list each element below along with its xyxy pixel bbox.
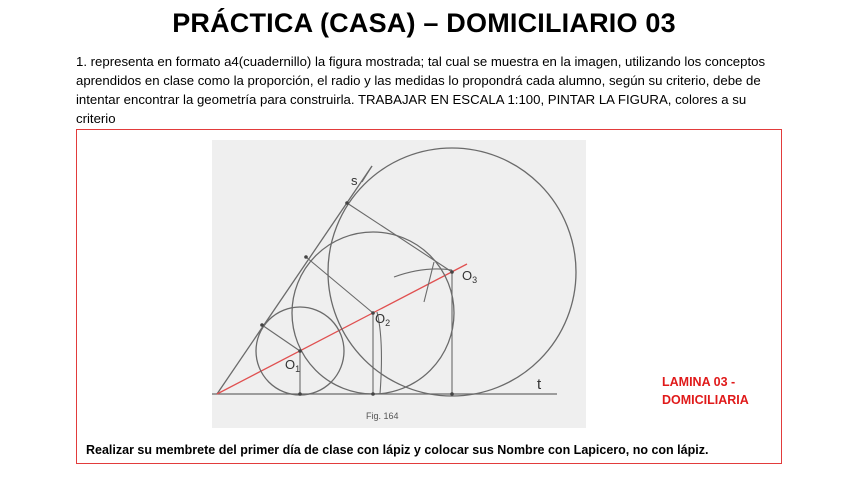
- point-s2: [304, 255, 308, 259]
- lamina-label: [662, 373, 772, 409]
- tangent-circles-figure: [212, 140, 586, 428]
- label-o1: $O_1$: [285, 357, 301, 374]
- label-s: s: [351, 173, 358, 188]
- lamina-line-1: LAMINA 03 -: [662, 375, 736, 389]
- instructions-text: 1. representa en formato a4(cuadernillo) la figura mostrada; tal cual se muestra en la imagen, utilizando los conceptos aprendidos en clase como la proporción, el radio y las medidas lo propondrá cada alumno, según su criterio, debe de intentar encontrar la geometría para construirla. TRABAJAR EN ESCALA 1:100, PINTAR LA FIGURA, colores a su criterio: [76, 54, 766, 126]
- radius-o3-s: [347, 203, 452, 272]
- figure-caption: Fig. 164: [366, 411, 399, 421]
- footer-note: Realizar su membrete del primer día de clase con lápiz y colocar sus Nombre con Lapicero, no con lápiz.: [86, 443, 709, 457]
- radius-o1-s: [262, 325, 300, 351]
- lamina-line-2: DOMICILIARIA: [662, 393, 749, 407]
- center-o3: [450, 270, 454, 274]
- point-t3: [450, 392, 454, 396]
- radius-o2-s: [306, 257, 373, 313]
- label-o2: $O_2$: [375, 311, 391, 328]
- label-t: t: [537, 376, 542, 393]
- page-title: PRÁCTICA (CASA) – DOMICILIARIO 03: [172, 8, 676, 38]
- point-t1: [298, 392, 302, 396]
- label-o3: $O_3$: [462, 268, 478, 285]
- point-t2: [371, 392, 375, 396]
- line-s-extension: [362, 166, 372, 182]
- point-s1: [260, 323, 264, 327]
- center-o1: [298, 349, 302, 353]
- figure-image: [212, 140, 586, 428]
- point-s3: [345, 201, 349, 205]
